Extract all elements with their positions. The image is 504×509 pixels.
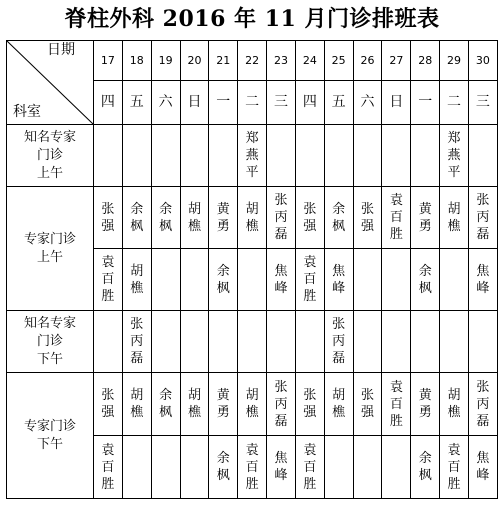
header-row-dates: [7, 41, 498, 81]
name-char: 平: [245, 165, 259, 180]
schedule-row: [7, 373, 498, 436]
name-char: 焦: [332, 263, 346, 279]
name-char: 丙: [274, 396, 288, 412]
doctor-cell: [440, 125, 469, 187]
doctor-cell: [267, 249, 296, 311]
name-char: 丙: [130, 334, 144, 349]
name-char: 百: [245, 459, 259, 475]
doctor-cell: [411, 436, 440, 499]
doctor-cell: [122, 436, 151, 499]
name-char: 胡: [447, 201, 461, 217]
doctor-cell: [209, 125, 238, 187]
name-char: 袁: [101, 255, 115, 270]
schedule-row: [7, 125, 498, 187]
doctor-cell: [468, 311, 497, 373]
name-char: 强: [101, 218, 115, 234]
name-char: 张: [130, 317, 144, 332]
doctor-cell: [180, 187, 209, 249]
name-char: 勇: [418, 218, 432, 234]
date-cell: 26: [353, 41, 382, 81]
name-char: 磊: [476, 413, 490, 429]
doctor-cell: [324, 249, 353, 311]
name-char: 胜: [101, 289, 115, 304]
doctor-cell: [382, 311, 411, 373]
name-char: 强: [101, 405, 115, 420]
weekday-cell: 三: [267, 81, 296, 125]
date-cell: 23: [267, 41, 296, 81]
name-char: 峰: [476, 280, 490, 296]
doctor-cell: [267, 125, 296, 187]
doctor-cell: [382, 373, 411, 436]
name-char: 张: [303, 388, 317, 403]
doctor-cell: [151, 311, 180, 373]
name-char: 胡: [187, 388, 201, 403]
doctor-cell: [440, 249, 469, 311]
doctor-cell: [295, 311, 324, 373]
doctor-cell: [94, 125, 123, 187]
name-char: 樵: [447, 218, 461, 234]
date-cell: 25: [324, 41, 353, 81]
doctor-cell: [209, 249, 238, 311]
name-char: 余: [332, 201, 346, 217]
name-char: 胡: [332, 388, 346, 403]
name-char: 燕: [245, 148, 259, 163]
doctor-cell: [324, 436, 353, 499]
weekday-cell: 日: [382, 81, 411, 125]
doctor-cell: [353, 187, 382, 249]
doctor-cell: [411, 373, 440, 436]
weekday-cell: 二: [440, 81, 469, 125]
name-char: 峰: [274, 468, 288, 483]
doctor-cell: [295, 187, 324, 249]
name-char: 黄: [216, 388, 230, 403]
name-char: 樵: [187, 218, 201, 234]
name-char: 张: [101, 388, 115, 403]
doctor-cell: [180, 125, 209, 187]
doctor-cell: [151, 187, 180, 249]
name-char: 磊: [130, 351, 144, 366]
name-char: 张: [274, 379, 288, 395]
name-char: 余: [216, 263, 230, 279]
date-cell: 17: [94, 41, 123, 81]
name-char: 樵: [447, 405, 461, 420]
name-char: 胡: [187, 201, 201, 217]
doctor-cell: [324, 373, 353, 436]
name-char: 百: [303, 459, 317, 475]
name-char: 张: [361, 201, 375, 217]
name-char: 郑: [447, 131, 461, 146]
page-title: 脊柱外科 2016 年 11 月门诊排班表: [64, 6, 440, 32]
section-label: [7, 311, 94, 373]
doctor-cell: [468, 373, 497, 436]
name-char: 燕: [447, 148, 461, 163]
doctor-cell: [382, 187, 411, 249]
weekday-cell: 四: [295, 81, 324, 125]
section-label-line: 门诊: [36, 333, 63, 349]
name-char: 胜: [245, 476, 259, 492]
name-char: 丙: [332, 334, 346, 349]
doctor-cell: [353, 436, 382, 499]
date-cell: 22: [238, 41, 267, 81]
name-char: 余: [159, 201, 173, 217]
name-char: 峰: [476, 468, 490, 483]
name-char: 余: [418, 263, 432, 279]
doctor-cell: [151, 125, 180, 187]
doctor-cell: [468, 249, 497, 311]
doctor-cell: [295, 125, 324, 187]
doctor-cell: [122, 249, 151, 311]
name-char: 余: [130, 201, 144, 217]
doctor-cell: [122, 187, 151, 249]
name-char: 袁: [245, 442, 259, 458]
name-char: 袁: [389, 379, 403, 395]
name-char: 樵: [332, 405, 346, 420]
doctor-cell: [94, 187, 123, 249]
weekday-cell: 六: [353, 81, 382, 125]
name-char: 黄: [216, 201, 230, 217]
name-char: 胜: [303, 476, 317, 492]
name-char: 强: [361, 218, 375, 234]
weekday-cell: 五: [122, 81, 151, 125]
name-char: 枫: [418, 468, 432, 483]
name-char: 焦: [274, 451, 288, 466]
doctor-cell: [151, 373, 180, 436]
doctor-cell: [468, 187, 497, 249]
name-char: 张: [476, 379, 490, 395]
section-label-line: 知名专家: [23, 315, 76, 331]
date-cell: 24: [295, 41, 324, 81]
doctor-cell: [353, 373, 382, 436]
date-label: 日期: [47, 42, 75, 58]
name-char: 袁: [389, 193, 403, 208]
doctor-cell: [324, 125, 353, 187]
name-char: 余: [216, 451, 230, 466]
doctor-cell: [267, 373, 296, 436]
doctor-cell: [411, 125, 440, 187]
doctor-cell: [238, 373, 267, 436]
doctor-cell: [122, 311, 151, 373]
section-label: [7, 125, 94, 187]
name-char: 枫: [332, 218, 346, 234]
name-char: 胜: [101, 476, 115, 492]
name-char: 胜: [389, 227, 403, 242]
doctor-cell: [180, 373, 209, 436]
name-char: 磊: [274, 413, 288, 429]
doctor-cell: [267, 311, 296, 373]
doctor-cell: [209, 187, 238, 249]
doctor-cell: [122, 373, 151, 436]
date-cell: 21: [209, 41, 238, 81]
section-label-line: 下午: [36, 436, 63, 452]
name-char: 磊: [274, 227, 288, 242]
name-char: 百: [389, 396, 403, 412]
doctor-cell: [353, 311, 382, 373]
name-char: 丙: [476, 396, 490, 412]
date-cell: 30: [468, 41, 497, 81]
weekday-cell: 日: [180, 81, 209, 125]
name-char: 百: [101, 272, 115, 287]
weekday-cell: 五: [324, 81, 353, 125]
name-char: 焦: [476, 451, 490, 466]
weekday-cell: 三: [468, 81, 497, 125]
name-char: 袁: [101, 442, 115, 458]
name-char: 胡: [130, 263, 144, 279]
name-char: 黄: [418, 388, 432, 403]
doctor-cell: [209, 373, 238, 436]
name-char: 百: [447, 459, 461, 475]
name-char: 樵: [245, 218, 259, 234]
name-char: 磊: [476, 227, 490, 242]
doctor-cell: [468, 436, 497, 499]
doctor-cell: [238, 249, 267, 311]
date-cell: 19: [151, 41, 180, 81]
name-char: 强: [361, 405, 375, 420]
doctor-cell: [238, 311, 267, 373]
doctor-cell: [440, 187, 469, 249]
name-char: 张: [101, 201, 115, 217]
weekday-cell: 六: [151, 81, 180, 125]
weekday-cell: 一: [411, 81, 440, 125]
name-char: 张: [303, 201, 317, 217]
name-char: 枫: [418, 280, 432, 296]
name-char: 枫: [130, 218, 144, 234]
doctor-cell: [180, 311, 209, 373]
doctor-cell: [468, 125, 497, 187]
section-label: [7, 373, 94, 499]
doctor-cell: [94, 311, 123, 373]
name-char: 张: [476, 193, 490, 208]
doctor-cell: [94, 436, 123, 499]
name-char: 胡: [130, 388, 144, 403]
name-char: 袁: [303, 442, 317, 458]
doctor-cell: [353, 249, 382, 311]
name-char: 平: [447, 165, 461, 180]
name-char: 张: [332, 317, 346, 332]
schedule-row: [7, 187, 498, 249]
name-char: 胡: [245, 388, 259, 403]
doctor-cell: [411, 311, 440, 373]
section-label: [7, 187, 94, 311]
doctor-cell: [267, 187, 296, 249]
doctor-cell: [353, 125, 382, 187]
header-corner: [7, 41, 94, 125]
doctor-cell: [151, 436, 180, 499]
dept-label: 科室: [13, 104, 41, 120]
name-char: 黄: [418, 201, 432, 217]
name-char: 百: [303, 272, 317, 287]
name-char: 樵: [130, 280, 144, 296]
name-char: 磊: [332, 351, 346, 366]
doctor-cell: [267, 436, 296, 499]
doctor-cell: [295, 249, 324, 311]
section-label-line: 上午: [36, 165, 63, 181]
section-label-line: 下午: [36, 351, 63, 367]
name-char: 胡: [447, 388, 461, 403]
schedule-row: [7, 311, 498, 373]
name-char: 樵: [187, 405, 201, 420]
name-char: 丙: [274, 210, 288, 225]
weekday-cell: 二: [238, 81, 267, 125]
doctor-cell: [94, 249, 123, 311]
weekday-cell: 一: [209, 81, 238, 125]
doctor-cell: [295, 373, 324, 436]
name-char: 张: [361, 388, 375, 403]
name-char: 勇: [216, 405, 230, 420]
doctor-cell: [209, 311, 238, 373]
name-char: 胜: [447, 476, 461, 492]
name-char: 枫: [216, 280, 230, 296]
name-char: 丙: [476, 210, 490, 225]
doctor-cell: [440, 436, 469, 499]
date-cell: 18: [122, 41, 151, 81]
name-char: 枫: [159, 218, 173, 234]
doctor-cell: [238, 125, 267, 187]
date-cell: 20: [180, 41, 209, 81]
date-cell: 29: [440, 41, 469, 81]
name-char: 峰: [332, 280, 346, 296]
doctor-cell: [180, 436, 209, 499]
doctor-cell: [94, 373, 123, 436]
section-label-line: 专家门诊: [23, 418, 76, 434]
doctor-cell: [440, 311, 469, 373]
doctor-cell: [411, 249, 440, 311]
name-char: 枫: [159, 405, 173, 420]
name-char: 峰: [274, 280, 288, 296]
name-char: 焦: [274, 263, 288, 279]
name-char: 张: [274, 193, 288, 208]
doctor-cell: [295, 436, 324, 499]
name-char: 焦: [476, 263, 490, 279]
schedule-table: [6, 40, 498, 499]
doctor-cell: [382, 436, 411, 499]
name-char: 枫: [216, 468, 230, 483]
doctor-cell: [324, 187, 353, 249]
date-cell: 27: [382, 41, 411, 81]
name-char: 余: [159, 388, 173, 403]
weekday-cell: 四: [94, 81, 123, 125]
doctor-cell: [382, 249, 411, 311]
doctor-cell: [238, 187, 267, 249]
name-char: 勇: [216, 218, 230, 234]
section-label-line: 专家门诊: [23, 231, 76, 247]
doctor-cell: [151, 249, 180, 311]
name-char: 余: [418, 451, 432, 466]
name-char: 袁: [447, 442, 461, 458]
name-char: 百: [101, 459, 115, 475]
section-label-line: 门诊: [36, 147, 63, 163]
doctor-cell: [209, 436, 238, 499]
name-char: 勇: [418, 405, 432, 420]
name-char: 袁: [303, 255, 317, 270]
name-char: 樵: [130, 405, 144, 420]
date-cell: 28: [411, 41, 440, 81]
name-char: 百: [389, 210, 403, 225]
doctor-cell: [382, 125, 411, 187]
doctor-cell: [180, 249, 209, 311]
name-char: 郑: [245, 131, 259, 146]
section-label-line: 知名专家: [23, 129, 76, 145]
name-char: 樵: [245, 405, 259, 420]
doctor-cell: [440, 373, 469, 436]
doctor-cell: [238, 436, 267, 499]
name-char: 胜: [389, 413, 403, 429]
name-char: 强: [303, 405, 317, 420]
name-char: 强: [303, 218, 317, 234]
doctor-cell: [324, 311, 353, 373]
name-char: 胡: [245, 201, 259, 217]
section-label-line: 上午: [36, 249, 63, 265]
doctor-cell: [411, 187, 440, 249]
doctor-cell: [122, 125, 151, 187]
name-char: 胜: [303, 289, 317, 304]
